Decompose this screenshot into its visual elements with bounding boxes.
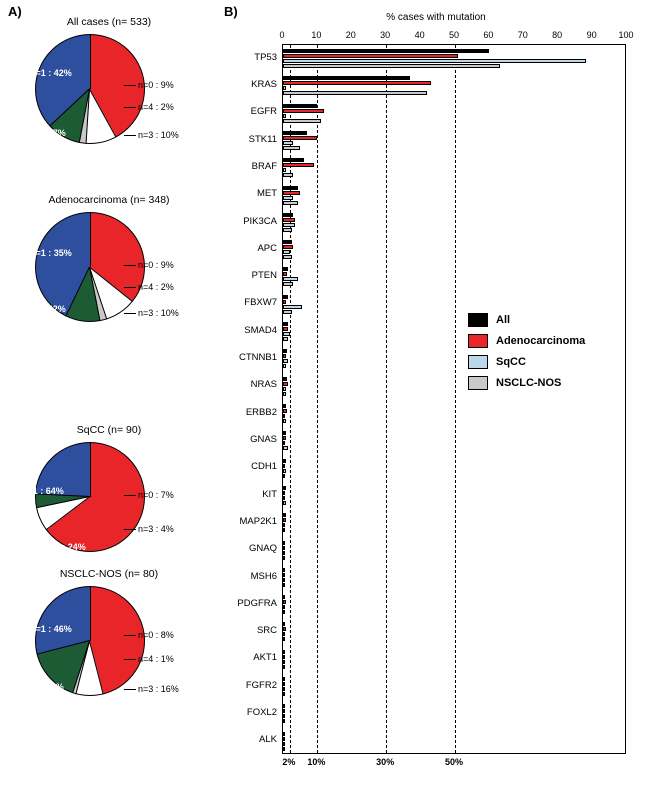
bar-adenocarcinoma: [283, 709, 285, 713]
bar-group-row: [283, 400, 625, 427]
pie-slice-label: n=0 : 9%: [138, 260, 174, 270]
bar-group-row: [283, 127, 625, 154]
bar-adenocarcinoma: [283, 354, 286, 358]
pie-label-leader-line: [124, 689, 136, 690]
bar-all: [283, 349, 287, 353]
bar-nsclc-nos: [283, 228, 292, 232]
x-axis-tick-label: 0: [279, 30, 285, 40]
pie-slice-label: n=2 : 29%: [22, 682, 64, 692]
gene-label-gnas: GNAS: [250, 433, 277, 445]
bar-nsclc-nos: [283, 610, 285, 614]
bar-adenocarcinoma: [283, 327, 288, 331]
bar-all: [283, 49, 489, 53]
bar-sqcc: [283, 632, 285, 636]
x-axis-tick-label: 60: [483, 30, 494, 40]
bar-chart-plot-area: [282, 44, 626, 754]
legend-entry: [468, 313, 585, 327]
gene-label-pten: PTEN: [251, 270, 277, 282]
bar-all: [283, 568, 285, 572]
gene-label-nras: NRAS: [250, 379, 277, 391]
bar-sqcc: [283, 223, 295, 227]
bar-group-row: [283, 45, 625, 72]
bar-sqcc: [283, 742, 285, 746]
bar-adenocarcinoma: [283, 409, 287, 413]
bar-sqcc: [283, 551, 285, 555]
bar-nsclc-nos: [283, 392, 286, 396]
x-axis-tick-label: 50: [448, 30, 460, 40]
gene-label-akt1: AKT1: [253, 652, 277, 664]
pie-slice-label: n=1 : 64%: [22, 486, 64, 496]
pie-slice-label: n=1 : 46%: [30, 624, 72, 634]
bar-all: [283, 76, 410, 80]
bar-nsclc-nos: [283, 310, 292, 314]
chart-legend: [468, 313, 585, 397]
bar-all: [283, 677, 285, 681]
bar-sqcc: [283, 687, 285, 691]
bar-sqcc: [283, 305, 302, 309]
bar-nsclc-nos: [283, 637, 285, 641]
bar-all: [283, 513, 286, 517]
legend-swatch: [468, 313, 488, 327]
bar-sqcc: [283, 496, 285, 500]
bar-sqcc: [283, 469, 286, 473]
pie-slice-label: n=4 : 1%: [138, 654, 174, 664]
pie-slice-label: n=2 : 37%: [24, 128, 66, 138]
legend-label: Adenocarcinoma: [496, 335, 586, 347]
bar-sqcc: [283, 168, 286, 172]
bar-nsclc-nos: [283, 474, 285, 478]
gridline-percent-label: 30%: [376, 757, 395, 767]
gene-label-smad4: SMAD4: [244, 324, 277, 336]
panel-b-label: B): [224, 4, 238, 19]
bar-group-row: [283, 591, 625, 618]
bar-adenocarcinoma: [283, 382, 288, 386]
bar-group-row: [283, 100, 625, 127]
gene-label-pdgfra: PDGFRA: [237, 597, 277, 609]
x-axis-tick-label: 20: [345, 30, 356, 40]
x-axis-tick-label: 80: [552, 30, 563, 40]
gene-label-erbb2: ERBB2: [245, 406, 277, 418]
bar-all: [283, 213, 293, 217]
bar-sqcc: [283, 141, 293, 145]
pie-chart-block: [0, 16, 218, 166]
gene-label-egfr: EGFR: [250, 106, 277, 118]
pie-chart-title: NSCLC-NOS (n= 80): [59, 568, 159, 580]
legend-swatch: [468, 355, 488, 369]
bar-all: [283, 704, 285, 708]
pie-slice-label: n=1 : 42%: [30, 68, 72, 78]
gene-label-ctnnb1: CTNNB1: [238, 352, 277, 364]
pie-label-leader-line: [124, 107, 136, 108]
bar-sqcc: [283, 523, 285, 527]
bar-nsclc-nos: [283, 91, 427, 95]
gene-label-foxl2: FOXL2: [246, 707, 277, 719]
pie-slice-label: n=3 : 16%: [138, 684, 179, 694]
bar-group-row: [283, 482, 625, 509]
gene-label-tp53: TP53: [254, 51, 277, 63]
pie-chart-title: SqCC (n= 90): [76, 424, 142, 436]
gridline-percent-label: 10%: [307, 757, 326, 767]
pie-chart-title: All cases (n= 533): [66, 16, 152, 28]
bar-all: [283, 104, 317, 108]
pie-slice-label: n=1 : 35%: [30, 248, 72, 258]
bar-adenocarcinoma: [283, 682, 285, 686]
gene-label-apc: APC: [257, 242, 277, 254]
bar-nsclc-nos: [283, 201, 298, 205]
bar-adenocarcinoma: [283, 436, 286, 440]
bar-adenocarcinoma: [283, 163, 314, 167]
bar-group-row: [283, 209, 625, 236]
pie-slice-label: n=0 : 8%: [138, 630, 174, 640]
bar-adenocarcinoma: [283, 573, 285, 577]
x-axis-tick-label: 10: [311, 30, 322, 40]
bar-sqcc: [283, 359, 288, 363]
bar-group-row: [283, 455, 625, 482]
bar-nsclc-nos: [283, 173, 293, 177]
gene-label-met: MET: [256, 188, 277, 200]
bar-group-row: [283, 509, 625, 536]
bar-all: [283, 131, 307, 135]
pie-chart-block: [0, 568, 218, 718]
pie-slice-divider: [90, 586, 91, 641]
bar-adenocarcinoma: [283, 136, 317, 140]
x-axis-tick-label: 30: [380, 30, 391, 40]
bar-adenocarcinoma: [283, 54, 458, 58]
bar-all: [283, 186, 298, 190]
bar-group-row: [283, 537, 625, 564]
pie-label-leader-line: [124, 313, 136, 314]
bar-group-row: [283, 618, 625, 645]
bar-sqcc: [283, 59, 586, 63]
pie-chart: [35, 442, 145, 552]
gene-label-pik3ca: PIK3CA: [243, 215, 277, 227]
pie-slice-label: n=3 : 4%: [138, 524, 174, 534]
bar-nsclc-nos: [283, 282, 293, 286]
bar-adenocarcinoma: [283, 109, 324, 113]
bar-nsclc-nos: [283, 719, 285, 723]
bar-adenocarcinoma: [283, 272, 287, 276]
pie-slice-label: n=2 : 42%: [24, 304, 66, 314]
gene-label-kras: KRAS: [251, 78, 277, 90]
gene-label-alk: ALK: [259, 734, 277, 746]
bar-nsclc-nos: [283, 364, 286, 368]
legend-entry: [468, 376, 585, 390]
bar-sqcc: [283, 86, 286, 90]
gene-label-fbxw7: FBXW7: [244, 297, 277, 309]
bar-adenocarcinoma: [283, 627, 286, 631]
bar-adenocarcinoma: [283, 245, 293, 249]
legend-label: All: [496, 314, 511, 326]
pie-chart-block: [0, 194, 218, 344]
bar-sqcc: [283, 414, 285, 418]
bar-all: [283, 267, 288, 271]
legend-label: SqCC: [496, 356, 526, 368]
legend-swatch: [468, 376, 488, 390]
gene-label-map2k1: MAP2K1: [239, 515, 277, 527]
x-axis-tick-label: 70: [517, 30, 528, 40]
pie-label-leader-line: [124, 495, 136, 496]
bar-group-row: [283, 72, 625, 99]
x-axis-top: [279, 30, 634, 44]
bar-group-row: [283, 154, 625, 181]
bar-all: [283, 622, 285, 626]
bar-nsclc-nos: [283, 583, 285, 587]
bar-all: [283, 158, 304, 162]
bar-adenocarcinoma: [283, 491, 285, 495]
bar-group-row: [283, 564, 625, 591]
pie-slice-label: n=4 : 2%: [138, 102, 174, 112]
bar-all: [283, 650, 285, 654]
bar-all: [283, 377, 287, 381]
bar-all: [283, 404, 286, 408]
gene-label-gnaq: GNAQ: [249, 543, 277, 555]
bar-adenocarcinoma: [283, 81, 431, 85]
pie-slice-divider: [90, 442, 91, 497]
gene-label-src: SRC: [256, 625, 277, 637]
bar-group-row: [283, 646, 625, 673]
bar-all: [283, 240, 292, 244]
bar-nsclc-nos: [283, 255, 292, 259]
bar-nsclc-nos: [283, 146, 300, 150]
bar-adenocarcinoma: [283, 546, 285, 550]
x-axis-tick-label: 90: [586, 30, 597, 40]
bar-group-row: [283, 700, 625, 727]
bar-all: [283, 295, 288, 299]
bar-all: [283, 541, 285, 545]
bar-group-row: [283, 263, 625, 290]
gene-label-stk11: STK11: [248, 133, 277, 145]
bar-nsclc-nos: [283, 747, 285, 751]
panel-a: [0, 0, 218, 787]
legend-label: NSCLC-NOS: [496, 377, 562, 389]
pie-label-leader-line: [124, 85, 136, 86]
pie-label-leader-line: [124, 287, 136, 288]
panel-a-label: A): [8, 4, 22, 19]
gridline-percent-label: 2%: [282, 757, 296, 767]
legend-swatch: [468, 334, 488, 348]
bar-sqcc: [283, 250, 290, 254]
bar-all: [283, 459, 286, 463]
gene-label-braf: BRAF: [251, 160, 277, 172]
bar-all: [283, 322, 288, 326]
pie-slice-divider: [90, 212, 91, 267]
bar-nsclc-nos: [283, 419, 286, 423]
pie-label-leader-line: [124, 265, 136, 266]
bar-adenocarcinoma: [283, 191, 300, 195]
gene-label-fgfr2: FGFR2: [245, 679, 277, 691]
bar-nsclc-nos: [283, 692, 285, 696]
bar-sqcc: [283, 277, 298, 281]
gene-label-kit: KIT: [262, 488, 277, 500]
bar-group-row: [283, 728, 625, 755]
pie-slice-label: n=3 : 10%: [138, 308, 179, 318]
pie-chart-title: Adenocarcinoma (n= 348): [48, 194, 170, 206]
panel-b: [222, 0, 650, 787]
pie-slice-label: n=0 : 9%: [138, 80, 174, 90]
bar-sqcc: [283, 387, 286, 391]
x-axis-tick-label: 40: [414, 30, 425, 40]
bar-all: [283, 431, 286, 435]
bar-adenocarcinoma: [283, 218, 295, 222]
pie-slice-label: n=3 : 10%: [138, 130, 179, 140]
bar-nsclc-nos: [283, 119, 321, 123]
bar-all: [283, 732, 285, 736]
bar-adenocarcinoma: [283, 600, 286, 604]
pie-chart-block: [0, 424, 218, 574]
gene-label-cdh1: CDH1: [251, 461, 277, 473]
bar-sqcc: [283, 578, 285, 582]
bar-adenocarcinoma: [283, 518, 286, 522]
bar-group-row: [283, 182, 625, 209]
bar-all: [283, 595, 285, 599]
bar-adenocarcinoma: [283, 737, 285, 741]
bar-sqcc: [283, 114, 286, 118]
pie-label-leader-line: [124, 659, 136, 660]
bar-nsclc-nos: [283, 665, 285, 669]
pie-label-leader-line: [124, 635, 136, 636]
bar-nsclc-nos: [283, 528, 285, 532]
pie-chart: [35, 586, 145, 696]
bar-group-row: [283, 673, 625, 700]
bar-group-row: [283, 236, 625, 263]
bar-sqcc: [283, 605, 285, 609]
pie-label-leader-line: [124, 529, 136, 530]
bar-group-row: [283, 427, 625, 454]
pie-slice-label: n=2 : 24%: [44, 542, 86, 552]
bar-adenocarcinoma: [283, 464, 285, 468]
x-axis-tick-label: 100: [618, 30, 634, 40]
bar-nsclc-nos: [283, 64, 500, 68]
gridline-percent-label: 50%: [444, 757, 464, 767]
chart-title: % cases with mutation: [386, 12, 486, 23]
bar-sqcc: [283, 714, 285, 718]
pie-label-leader-line: [124, 135, 136, 136]
gene-label-msh6: MSH6: [250, 570, 277, 582]
bar-all: [283, 486, 286, 490]
pie-slice-label: n=4 : 2%: [138, 282, 174, 292]
bar-sqcc: [283, 332, 290, 336]
bar-nsclc-nos: [283, 556, 285, 560]
bar-sqcc: [283, 441, 285, 445]
bar-adenocarcinoma: [283, 300, 286, 304]
bar-nsclc-nos: [283, 446, 288, 450]
bar-nsclc-nos: [283, 501, 286, 505]
bar-adenocarcinoma: [283, 655, 285, 659]
bar-nsclc-nos: [283, 337, 288, 341]
bar-sqcc: [283, 196, 293, 200]
legend-entry: [468, 334, 585, 348]
legend-entry: [468, 355, 585, 369]
pie-slice-label: n=0 : 7%: [138, 490, 174, 500]
bar-sqcc: [283, 660, 285, 664]
pie-slice-divider: [90, 34, 91, 89]
